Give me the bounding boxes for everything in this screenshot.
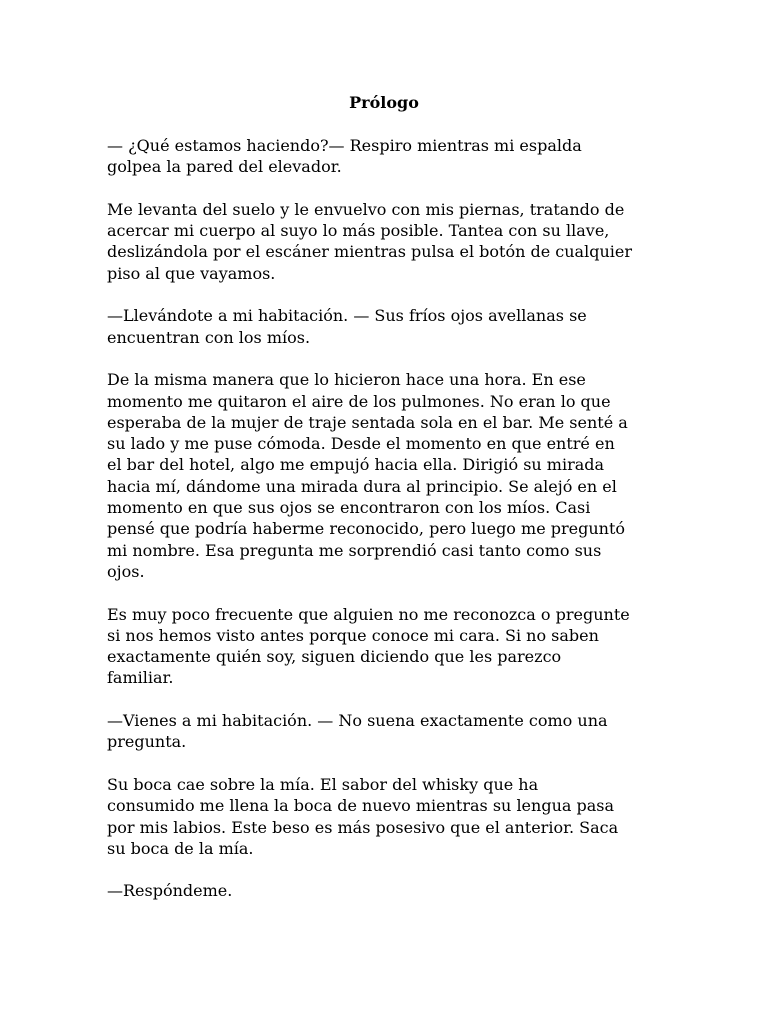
text-line: encuentran con los míos. [107, 327, 311, 347]
text-line: —Llevándote a mi habitación. — Sus fríos ojos avellanas se [107, 306, 587, 326]
text-line: acercar mi cuerpo al suyo lo más posible. Tantea con su llave, [107, 221, 610, 241]
text-line: el bar del hotel, algo me empujó hacia ella. Dirigió su mirada [107, 455, 605, 475]
text-line: familiar. [107, 668, 174, 688]
text-line: pensé que podría haberme reconocido, pero luego me preguntó [107, 519, 626, 539]
text-line: momento en que sus ojos se encontraron con los míos. Casi [107, 498, 591, 518]
paragraph-7 [107, 774, 667, 859]
paragraph-2 [107, 199, 667, 284]
text-line: Es muy poco frecuente que alguien no me reconozca o pregunte [107, 604, 630, 624]
paragraph-1 [107, 135, 667, 178]
text-line: esperaba de la mujer de traje sentada sola en el bar. Me senté a [107, 412, 628, 432]
text-line: golpea la pared del elevador. [107, 157, 342, 177]
text-line: Su boca cae sobre la mía. El sabor del whisky que ha [107, 774, 539, 794]
text-line: piso al que vayamos. [107, 263, 276, 283]
text-line: si nos hemos visto antes porque conoce mi cara. Si no saben [107, 625, 599, 645]
paragraph-8 [107, 880, 667, 901]
text-line: Me levanta del suelo y le envuelvo con mis piernas, tratando de [107, 199, 625, 219]
paragraph-5 [107, 604, 667, 689]
text-line: mi nombre. Esa pregunta me sorprendió casi tanto como sus [107, 540, 602, 560]
text-line: — ¿Qué estamos haciendo?— Respiro mientras mi espalda [107, 136, 582, 155]
text-line: consumido me llena la boca de nuevo mientras su lengua pasa [107, 796, 615, 816]
chapter-body [107, 135, 667, 923]
text-line: —Vienes a mi habitación. — No suena exactamente como una [107, 711, 608, 731]
paragraph-4 [107, 369, 667, 582]
paragraph-3 [107, 305, 667, 348]
text-line: deslizándola por el escáner mientras pulsa el botón de cualquier [107, 242, 632, 262]
text-line: De la misma manera que lo hicieron hace una hora. En ese [107, 370, 586, 390]
text-line: su lado y me puse cómoda. Desde el momento en que entré en [107, 434, 615, 454]
text-line: —Respóndeme. [107, 881, 233, 901]
text-line: pregunta. [107, 732, 187, 752]
text-line: momento me quitaron el aire de los pulmones. No eran lo que [107, 391, 611, 411]
text-line: ojos. [107, 561, 145, 581]
text-line: por mis labios. Este beso es más posesivo que el anterior. Saca [107, 817, 619, 837]
text-line: hacia mí, dándome una mirada dura al principio. Se alejó en el [107, 476, 617, 496]
text-line: su boca de la mía. [107, 838, 254, 858]
paragraph-6 [107, 710, 667, 753]
text-line: exactamente quién soy, siguen diciendo que les parezco [107, 647, 562, 667]
chapter-title: Prólogo [349, 93, 419, 112]
